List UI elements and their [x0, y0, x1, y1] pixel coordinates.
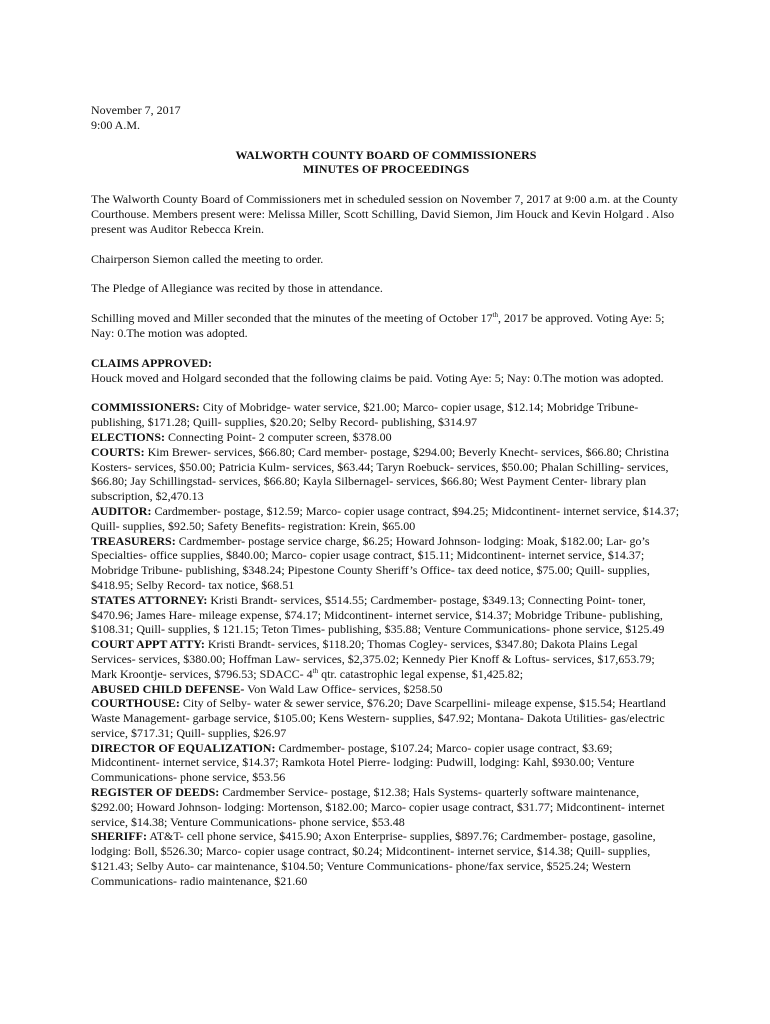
claim-text: Kristi Brandt- services, $118.20; Thomas Cogley- services, $347.80; Dakota Plains Legal Services- services, $380.00; Hoffman Law- services, $2,375.02; Kennedy Pier Knoff & Loftus- services, $17,653.79; Mark Kroontje- services, $796.53; SDACC- 4 — [91, 637, 655, 681]
claim-label: REGISTER OF DEEDS: — [91, 785, 220, 800]
claims-list — [91, 400, 681, 888]
claim-text: City of Mobridge- water service, $21.00; Marco- copier usage, $12.14; Mobridge Tribune- publishing, $171.28; Quill- supplies, $20.20; Selby Record- publishing, $314.97 — [91, 400, 639, 430]
claim-label: STATES ATTORNEY: — [91, 592, 208, 607]
claim-courthouse — [91, 696, 681, 740]
minutes-text-before: Schilling moved and Miller seconded that the minutes of the meeting of October 17 — [91, 311, 493, 326]
intro-paragraph: The Walworth County Board of Commissioners met in scheduled session on November 7, 2017 at 9:00 a.m. at the County Courthouse. Members present were: Melissa Miller, Scott Schilling, David Siemon, Jim Houck and Kevin Holgard . Also present was Auditor Rebecca Krein. — [91, 192, 678, 236]
claim-label: COURTHOUSE: — [91, 696, 180, 711]
document-subtitle: MINUTES OF PROCEEDINGS — [302, 162, 470, 177]
minutes-approval-paragraph — [91, 311, 681, 341]
pledge-paragraph: The Pledge of Allegiance was recited by those in attendance. — [91, 281, 383, 296]
claims-motion-paragraph: Houck moved and Holgard seconded that the following claims be paid. Voting Aye: 5; Nay: 0.The motion was adopted. — [91, 370, 664, 385]
claim-text: Cardmember- postage, $12.59; Marco- copier usage contract, $94.25; Midcontinent- internet service, $14.37; Quill- supplies, $92.50; Safety Benefits- registration: Krein, $65.00 — [91, 503, 680, 533]
meeting-date: November 7, 2017 — [91, 103, 181, 117]
claim-label: ABUSED CHILD DEFENSE- — [91, 681, 245, 696]
document-page — [91, 103, 681, 889]
claim-text: Cardmember- postage service charge, $6.25; Howard Johnson- lodging: Moak, $182.00; Lar- go’s Specialties- office supplies, $840.00; Marco- copier usage contract, $15.11; Midcontinent- internet service, $14.37; Mobridge Tribune- publishing, $348.24; Pipestone County Sheriff’s Office- tax deed notice, $75.00; Quill- supplies, $418.95; Selby Record- tax notice, $68.51 — [91, 533, 650, 592]
minutes-text-after: , 2017 be approved. Voting Aye: 5; Nay: 0.The motion was adopted. — [91, 311, 665, 340]
claim-label: TREASURERS: — [91, 533, 176, 548]
minutes-superscript: th — [492, 311, 499, 320]
claim-text: Connecting Point- 2 computer screen, $378.00 — [165, 429, 392, 444]
claims-heading: CLAIMS APPROVED: — [91, 355, 213, 370]
claim-court-appt-atty — [91, 637, 681, 681]
claim-abused-child-defense — [91, 682, 681, 697]
call-to-order-paragraph: Chairperson Siemon called the meeting to order. — [91, 251, 324, 266]
claim-states-attorney — [91, 593, 681, 637]
claim-elections — [91, 430, 681, 445]
claim-label: ELECTIONS: — [91, 429, 166, 444]
claim-treasurers — [91, 534, 681, 593]
claim-courts — [91, 445, 681, 504]
claim-text: AT&T- cell phone service, $415.90; Axon Enterprise- supplies, $897.76; Cardmember- postage, gasoline, lodging: Boll, $526.30; Marco- copier usage contract, $0.24; Midcontinent- internet service, $14.38; Quill- supplies, $121.43; Selby Auto- car maintenance, $104.50; Venture Communications- phone/fax service, $525.24; Western Communications- radio maintenance, $21.60 — [91, 829, 656, 888]
claim-commissioners — [91, 400, 681, 430]
claim-text-after: qtr. catastrophic legal expense, $1,425.82; — [318, 666, 524, 681]
claim-register-of-deeds — [91, 785, 681, 829]
claim-label: COURT APPT ATTY: — [91, 637, 205, 652]
claim-label: SHERIFF: — [91, 829, 148, 844]
claim-text: Kristi Brandt- services, $514.55; Cardmember- postage, $349.13; Connecting Point- toner, $470.96; James Hare- mileage expense, $74.17; Midcontinent- internet service, $14.37; Mobridge Tribune- publishing, $108.31; Quill- supplies, $ 121.15; Teton Times- publishing, $35.88; Venture Communications- phone service, $125.49 — [91, 592, 665, 637]
claim-auditor — [91, 504, 681, 534]
claim-superscript: th — [312, 666, 319, 675]
meeting-time: 9:00 A.M. — [91, 117, 141, 132]
claim-text: City of Selby- water & sewer service, $76.20; Dave Scarpellini- mileage expense, $15.54; Heartland Waste Management- garbage service, $105.00; Kens Western- supplies, $47.92; Montana- Dakota Utilities- gas/electric service, $717.31; Quill- supplies, $26.97 — [91, 696, 666, 740]
claim-text: Von Wald Law Office- services, $258.50 — [244, 681, 443, 696]
claim-label: AUDITOR: — [91, 503, 152, 518]
claim-label: COURTS: — [91, 444, 145, 459]
claim-label: COMMISSIONERS: — [91, 400, 200, 415]
claim-sheriff — [91, 829, 681, 888]
claim-text: Cardmember Service- postage, $12.38; Hals Systems- quarterly software maintenance, $292.00; Howard Johnson- lodging: Mortenson, $182.00; Marco- copier usage contract, $31.77; Midcontinent- internet service, $14.38; Venture Communications- phone service, $53.48 — [91, 785, 665, 829]
document-title: WALWORTH COUNTY BOARD OF COMMISSIONERS — [235, 147, 537, 162]
claim-text: Kim Brewer- services, $66.80; Card member- postage, $294.00; Beverly Knecht- services, $66.80; Christina Kosters- services, $50.00; Patricia Kulm- services, $63.44; Taryn Roebuck- services, $50.00; Phalan Schilling- services, $66.80; Jay Schillingstad- services, $66.80; Kayla Silbernagel- services, $66.80; West Payment Center- library plan subscription, $2,470.13 — [91, 444, 669, 504]
claim-director-of-equalization — [91, 741, 681, 785]
claim-text: Cardmember- postage, $107.24; Marco- copier usage contract, $3.69; Midcontinent- internet service, $14.37; Ramkota Hotel Pierre- lodging: Pudwill, lodging: Kahl, $930.00; Venture Communications- phone service, $53.56 — [91, 740, 635, 785]
claim-label: DIRECTOR OF EQUALIZATION: — [91, 740, 276, 755]
